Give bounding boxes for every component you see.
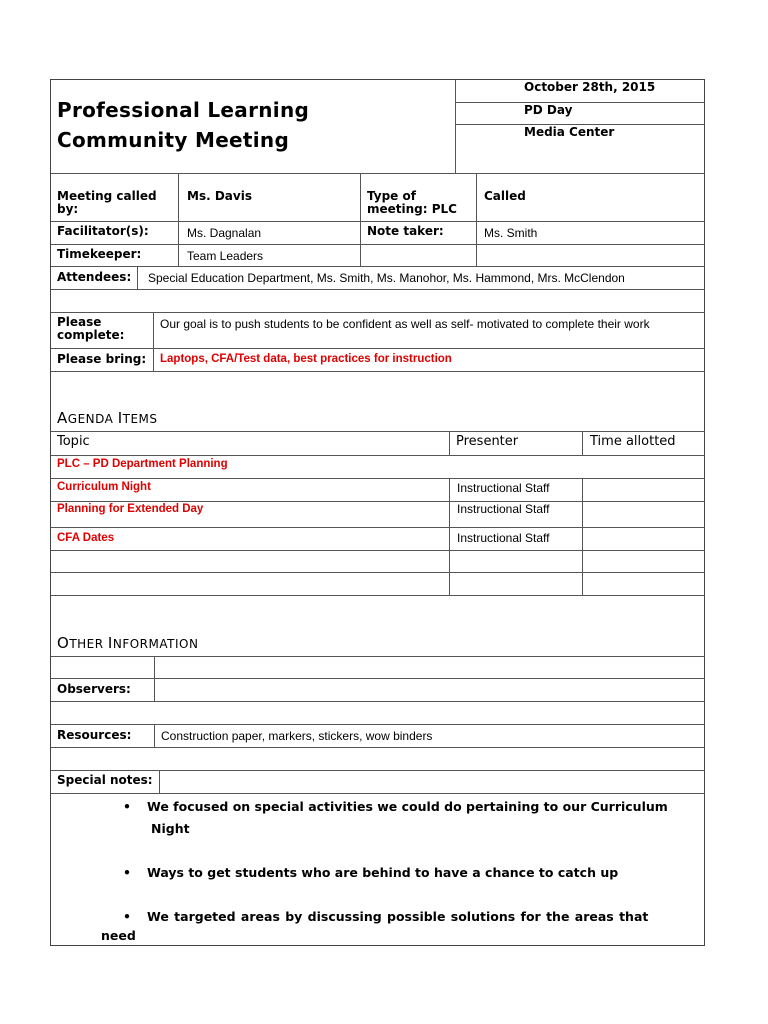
col-line: [476, 173, 477, 266]
agenda-topic: Planning for Extended Day: [57, 503, 204, 515]
col-line: [449, 431, 450, 455]
row-line: [51, 221, 705, 222]
form-title-line2: Community Meeting: [57, 128, 290, 152]
agenda-col-presenter: Presenter: [456, 434, 519, 449]
please-bring-value: Laptops, CFA/Test data, best practices for instruction: [160, 353, 452, 365]
timekeeper-label: Timekeeper:: [57, 247, 142, 261]
note-taker-value: Ms. Smith: [484, 226, 538, 240]
row-line: [51, 595, 705, 596]
col-line: [137, 266, 138, 289]
row-line: [51, 656, 705, 657]
agenda-presenter: Instructional Staff: [457, 481, 550, 495]
timekeeper-value: Team Leaders: [187, 249, 264, 263]
row-line: [51, 371, 705, 372]
note-bullet: •: [123, 909, 131, 924]
row-line: [51, 348, 705, 349]
row-line: [51, 244, 705, 245]
note-item: We targeted areas by discussing possible solutions for the areas that: [147, 909, 649, 924]
attendees-label: Attendees:: [57, 270, 132, 284]
form-title-line1: Professional Learning: [57, 98, 310, 122]
please-complete-value: Our goal is to push students to be confident as well as self- motivated to complete their work: [160, 317, 650, 331]
note-item: Ways to get students who are behind to have a chance to catch up: [147, 865, 619, 880]
note-item-continued: Night: [151, 821, 190, 836]
col-line: [178, 173, 179, 266]
attendees-value: Special Education Department, Ms. Smith, Ms. Manohor, Ms. Hammond, Mrs. McClendon: [148, 271, 625, 285]
please-bring-label: Please bring:: [57, 352, 147, 366]
row-line: [51, 550, 705, 551]
col-line: [153, 312, 154, 371]
row-line: [51, 678, 705, 679]
header-divider: [455, 80, 456, 173]
agenda-topic: Curriculum Night: [57, 481, 151, 493]
meeting-event: PD Day: [524, 103, 573, 117]
meeting-form: [50, 79, 705, 946]
agenda-presenter: Instructional Staff: [457, 531, 550, 545]
col-line: [449, 478, 450, 595]
agenda-col-time: Time allotted: [590, 434, 676, 449]
row-line: [51, 431, 705, 432]
row-line: [51, 289, 705, 290]
row-line: [51, 701, 705, 702]
note-taker-label: Note taker:: [367, 224, 444, 238]
row-line: [51, 747, 705, 748]
called-by-value: Ms. Davis: [187, 189, 252, 203]
row-line: [51, 793, 705, 794]
row-line: [51, 478, 705, 479]
meeting-type-value: Called: [484, 189, 526, 203]
meeting-location: Media Center: [524, 125, 615, 139]
facilitator-label: Facilitator(s):: [57, 224, 149, 238]
agenda-topic: CFA Dates: [57, 532, 115, 544]
col-line: [582, 431, 583, 455]
note-item: We focused on special activities we could do pertaining to our Curriculum: [147, 799, 668, 814]
special-notes-label: Special notes:: [57, 773, 153, 787]
row-line: [51, 501, 705, 502]
facilitator-value: Ms. Dagnalan: [187, 226, 262, 240]
col-line: [154, 724, 155, 747]
row-line: [51, 527, 705, 528]
row-line: [51, 455, 705, 456]
please-complete-label: Please complete:: [57, 315, 125, 342]
note-bullet: •: [123, 799, 131, 814]
header-line: [455, 102, 705, 103]
resources-label: Resources:: [57, 728, 132, 742]
observers-label: Observers:: [57, 682, 131, 696]
row-line: [51, 572, 705, 573]
meeting-type-label: Type of meeting: PLC: [367, 189, 457, 216]
called-by-label: Meeting called by:: [57, 189, 157, 216]
resources-value: Construction paper, markers, stickers, wow binders: [161, 729, 433, 743]
agenda-col-topic: Topic: [57, 434, 90, 449]
row-line: [51, 770, 705, 771]
col-line: [582, 478, 583, 595]
col-line: [159, 770, 160, 793]
col-line: [360, 173, 361, 266]
note-bullet: •: [123, 865, 131, 880]
row-line: [51, 312, 705, 313]
agenda-heading: AGENDA ITEMS: [57, 409, 158, 427]
row-line: [51, 173, 705, 174]
row-line: [51, 724, 705, 725]
agenda-topic: PLC – PD Department Planning: [57, 458, 228, 470]
note-item-continued: need: [101, 928, 136, 943]
agenda-presenter: Instructional Staff: [457, 502, 550, 516]
col-line: [154, 656, 155, 701]
row-line: [51, 266, 705, 267]
meeting-date: October 28th, 2015: [524, 80, 656, 94]
other-info-heading: OTHER INFORMATION: [57, 634, 199, 652]
